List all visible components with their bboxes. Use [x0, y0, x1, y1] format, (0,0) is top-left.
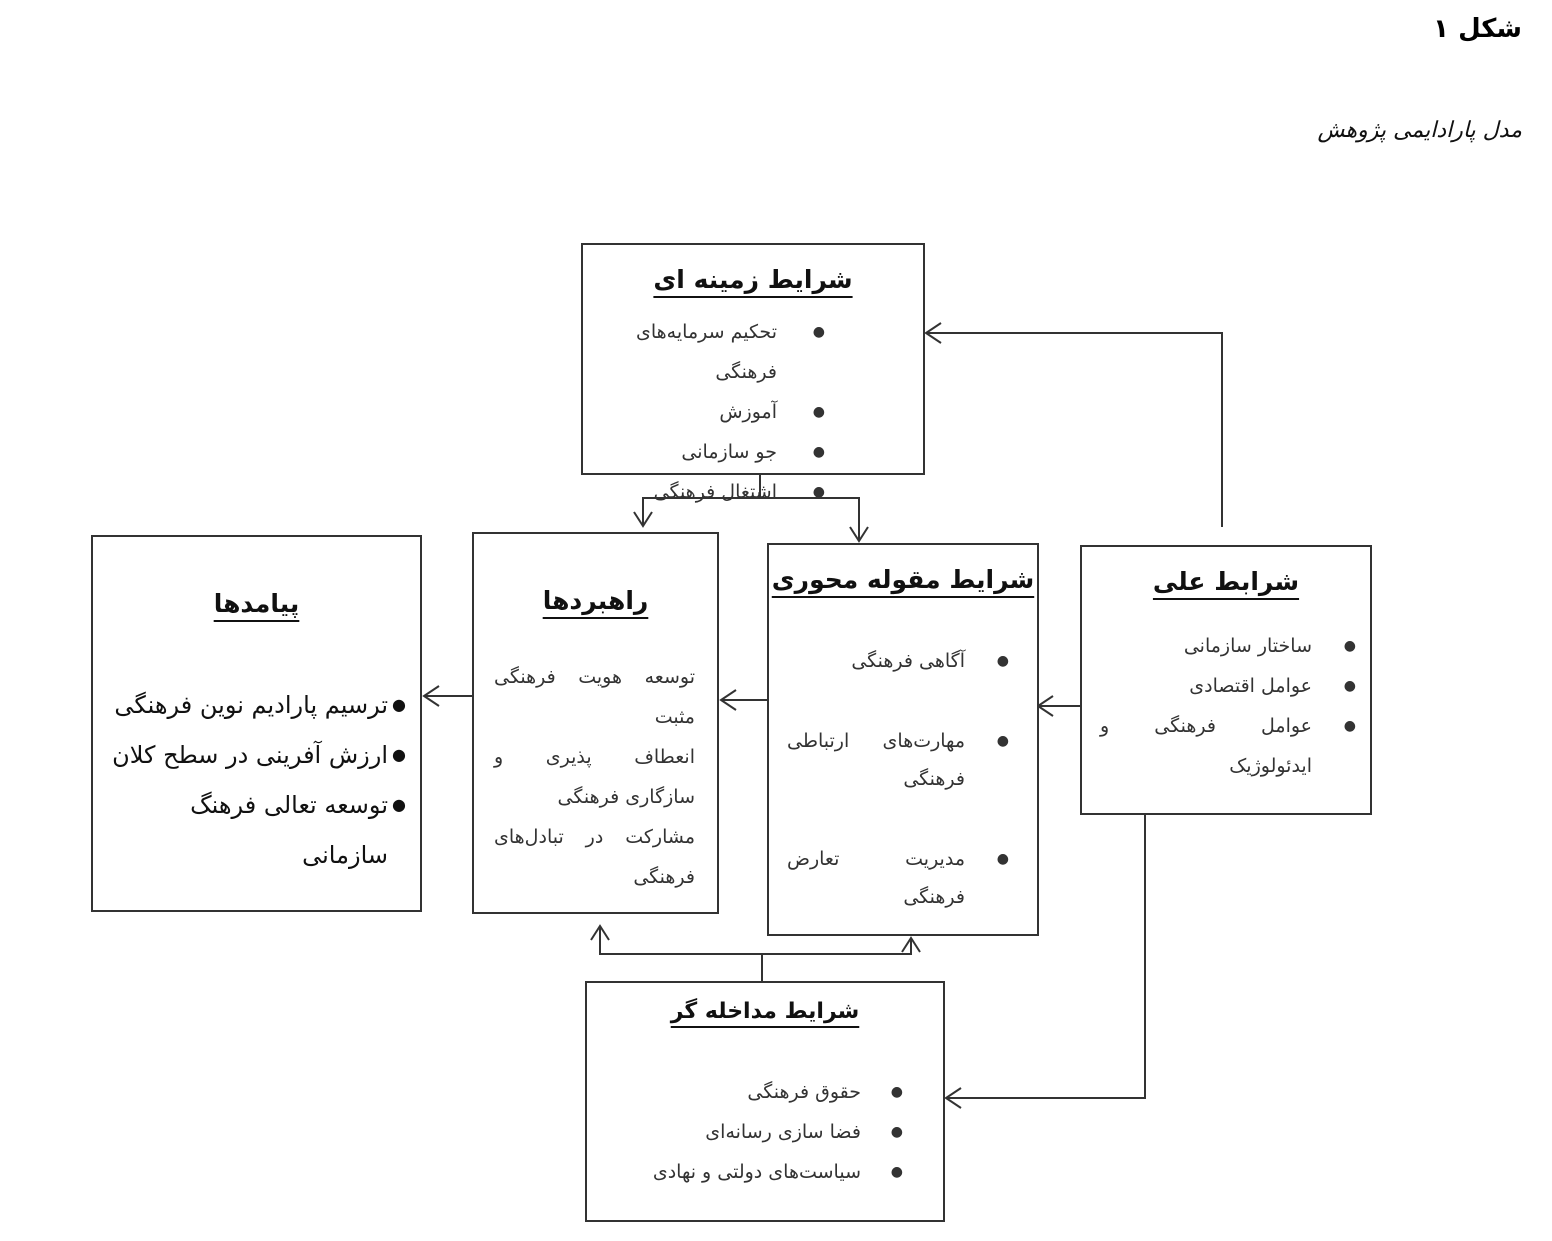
list-item: ● توسعه تعالی فرهنگ سازمانی — [103, 780, 408, 880]
list-item: ● جو سازمانی — [593, 432, 835, 472]
causal-conditions-box — [1080, 545, 1372, 815]
figure-label: شکل ۱ — [1433, 14, 1522, 44]
list-item: ● مهارت‌های ارتباطی فرهنگی — [787, 722, 1009, 798]
list-item: ● آموزش — [593, 392, 835, 432]
connector-causal-to-contextual — [926, 333, 1222, 527]
causal-conditions-title: شرابط علی — [1152, 567, 1300, 596]
outcomes-title: پیامدها — [213, 589, 300, 618]
list-item: ● فضا سازی رسانه‌ای — [597, 1112, 925, 1152]
core-category-box — [767, 543, 1039, 936]
list-item: ● اشتغال فرهنگی — [593, 472, 835, 512]
outcomes-list — [103, 680, 408, 880]
core-category-list — [787, 642, 1009, 916]
list-item: ● حقوق فرهنگی — [597, 1072, 925, 1112]
list-item: ● مدیریت تعارض فرهنگی — [787, 840, 1009, 916]
list-item: توسعه هویت فرهنگی مثبت — [494, 666, 695, 728]
list-item: ● عوامل اقتصادی — [1100, 666, 1356, 706]
list-item: ● ساختار سازمانی — [1100, 626, 1356, 666]
causal-conditions-list — [1100, 626, 1356, 786]
core-category-title: شرایط مقوله محوری — [771, 565, 1035, 594]
list-item: انعطاف پذیری و سازگاری فرهنگی — [494, 746, 695, 808]
list-item: ● ترسیم پارادیم نوین فرهنگی — [103, 680, 408, 730]
contextual-conditions-list — [593, 312, 835, 512]
contextual-conditions-box — [581, 243, 925, 503]
intervening-conditions-list — [597, 1072, 925, 1192]
strategies-title: راهبردها — [542, 586, 649, 615]
strategies-box — [472, 532, 719, 914]
strategies-list — [494, 657, 695, 897]
list-item: ● ارزش آفرینی در سطح کلان — [103, 730, 408, 780]
list-item: ● سیاست‌های دولتی و نهادی — [597, 1152, 925, 1192]
list-item: ● آگاهی فرهنگی — [787, 642, 1009, 680]
list-item: ● عوامل فرهنگی و ایدئولوژیک — [1100, 706, 1356, 786]
intervening-conditions-title: شرایط مداخله گر — [670, 999, 860, 1024]
outcomes-box — [91, 535, 422, 912]
list-item: ● تحکیم سرمایه‌های فرهنگی — [593, 312, 835, 392]
intervening-conditions-box — [585, 981, 945, 1222]
figure-caption: مدل پارادایمی پژوهش — [1317, 118, 1522, 143]
contextual-conditions-title: شرایط زمینه ای — [653, 265, 853, 294]
list-item: مشارکت در تبادل‌های فرهنگی — [494, 826, 695, 888]
